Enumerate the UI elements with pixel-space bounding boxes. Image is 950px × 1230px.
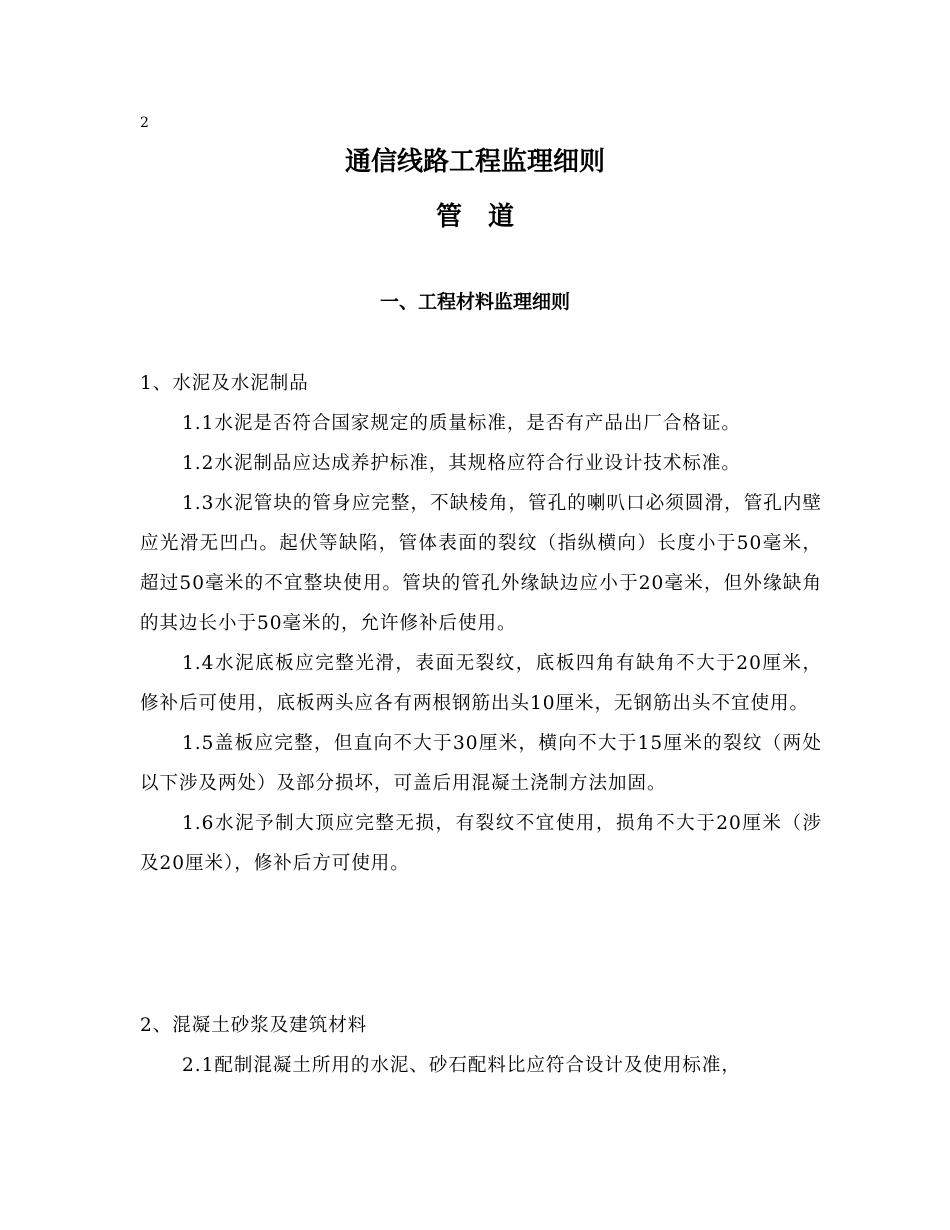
paragraph-1-1: 1.1水泥是否符合国家规定的质量标准，是否有产品出厂合格证。 [182, 413, 741, 434]
paragraph-1-3: 1.3水泥管块的管身应完整，不缺棱角，管孔的喇叭口必须圆滑，管孔内壁应光滑无凹凸。起伏等缺陷，管体表面的裂纹（指纵横向）长度小于50毫米，超过50毫米的不宜整块使用。管块的管孔外缘缺边应小于20毫米，但外缘缺角的其边长小于50毫米的，允许修补后使用。 [140, 493, 822, 634]
subsection-heading: 1、水泥及水泥制品 [140, 373, 309, 394]
document-subtitle: 管道 [435, 202, 540, 232]
subsection-heading: 2、混凝土砂浆及建筑材料 [140, 1015, 368, 1036]
document-title: 通信线路工程监理细则 [344, 147, 605, 177]
paragraph-1-4: 1.4水泥底板应完整光滑，表面无裂纹，底板四角有缺角不大于20厘米，修补后可使用，底板两头应各有两根钢筋出头10厘米，无钢筋出头不宜使用。 [140, 653, 822, 714]
section-heading: 一、工程材料监理细则 [379, 291, 570, 313]
paragraph-1-5: 1.5盖板应完整，但直向不大于30厘米，横向不大于15厘米的裂纹（两处以下涉及两处）及部分损坏，可盖后用混凝土浇制方法加固。 [140, 733, 822, 794]
paragraph-1-2: 1.2水泥制品应达成养护标准，其规格应符合行业设计技术标准。 [182, 453, 741, 474]
page-number: 2 [140, 115, 149, 131]
section-cement [140, 364, 822, 884]
paragraph-1-6: 1.6水泥予制大顶应完整无损，有裂纹不宜使用，损角不大于20厘米（涉及20厘米），修补后方可使用。 [140, 813, 822, 874]
section-concrete [140, 1006, 822, 1086]
paragraph-2-1: 2.1配制混凝土所用的水泥、砂石配料比应符合设计及使用标准， [182, 1055, 741, 1076]
